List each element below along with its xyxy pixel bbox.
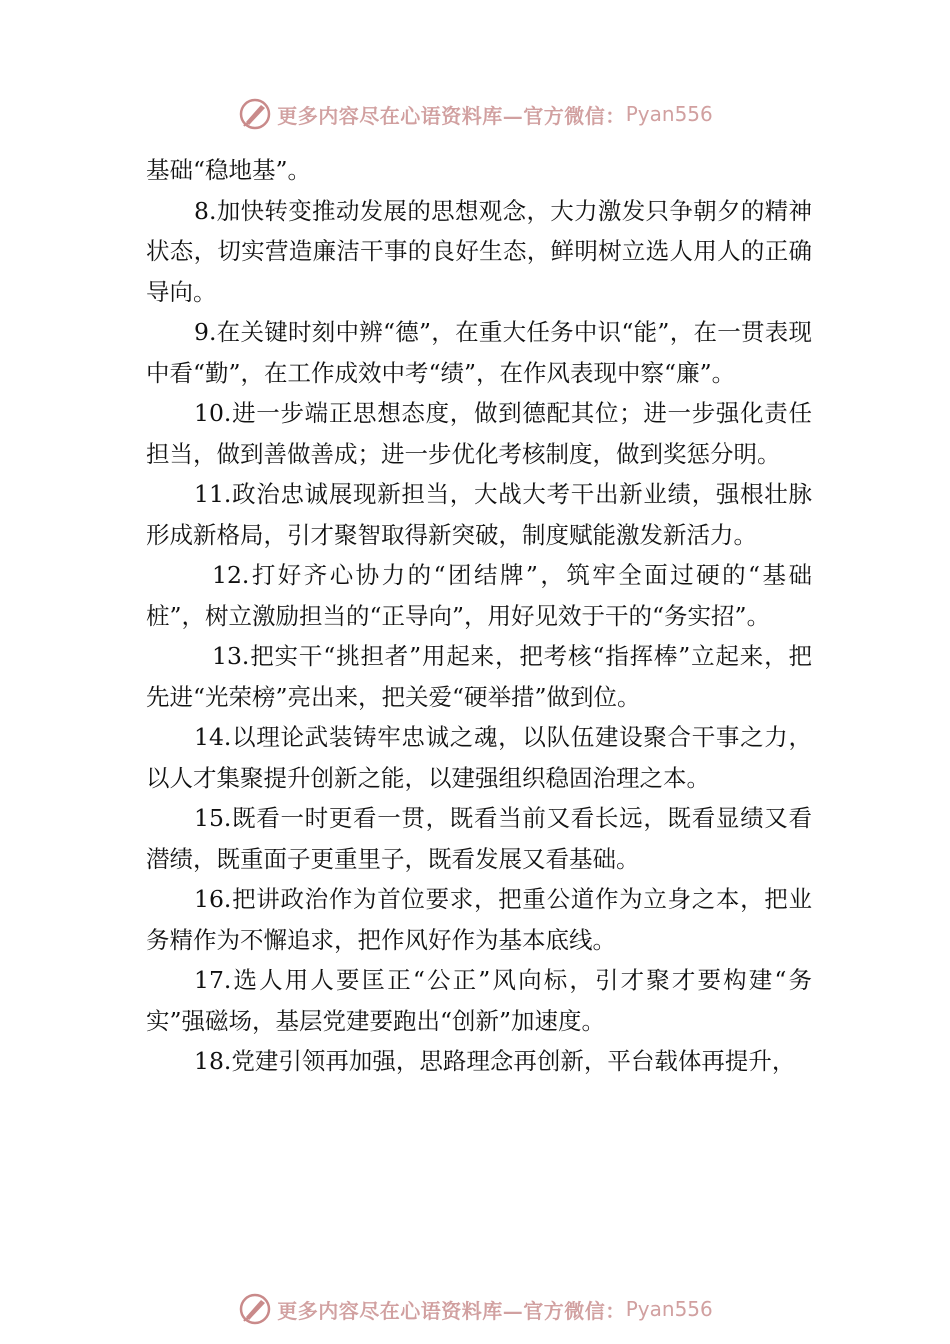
paragraph: 10.进一步端正思想态度，做到德配其位；进一步强化责任担当，做到善做善成；进一步优化考核制度，做到奖惩分明。 [146, 399, 812, 468]
paragraph: 16.把讲政治作为首位要求，把重公道作为立身之本，把业务精作为不懈追求，把作风好作为基本底线。 [146, 885, 812, 954]
header-watermark [0, 94, 950, 134]
paragraph: 17.选人用人要匡正“公正”风向标，引才聚才要构建“务实”强磁场，基层党建要跑出“创新”加速度。 [146, 966, 812, 1035]
paragraph: 12.打好齐心协力的“团结牌”，筑牢全面过硬的“基础桩”，树立激励担当的“正导向”，用好见效于干的“务实招”。 [146, 561, 812, 630]
watermark-text: 更多内容尽在心语资料库—官方微信： [277, 1298, 626, 1323]
brush-logo-icon [237, 1291, 273, 1327]
paragraph: 13.把实干“挑担者”用起来，把考核“指挥棒”立起来，把先进“光荣榜”亮出来，把关爱“硬举措”做到位。 [146, 642, 812, 711]
paragraph: 18.党建引领再加强，思路理念再创新，平台载体再提升， [194, 1047, 796, 1075]
paragraph: 基础“稳地基”。 [146, 156, 312, 184]
paragraph: 8.加快转变推动发展的思想观念，大力激发只争朝夕的精神状态，切实营造廉洁干事的良好生态，鲜明树立选人用人的正确导向。 [146, 196, 812, 306]
footer-watermark [0, 1289, 950, 1329]
paragraph: 9.在关键时刻中辨“德”，在重大任务中识“能”，在一贯表现中看“勤”，在工作成效中考“绩”，在作风表现中察“廉”。 [146, 318, 812, 387]
paragraph: 15.既看一时更看一贯，既看当前又看长远，既看显绩又看潜绩，既重面子更重里子，既看发展又看基础。 [146, 804, 812, 873]
paragraph: 14.以理论武装铸牢忠诚之魂，以队伍建设聚合干事之力，以人才集聚提升创新之能，以建强组织稳固治理之本。 [146, 723, 812, 792]
document-body [146, 150, 812, 1082]
watermark-wechat-id: Pyan556 [625, 1297, 713, 1321]
watermark-wechat-id: Pyan556 [625, 102, 713, 126]
brush-logo-icon [237, 96, 273, 132]
paragraph: 11.政治忠诚展现新担当，大战大考干出新业绩，强根壮脉形成新格局，引才聚智取得新突破，制度赋能激发新活力。 [146, 480, 812, 549]
watermark-text: 更多内容尽在心语资料库—官方微信： [277, 103, 626, 128]
